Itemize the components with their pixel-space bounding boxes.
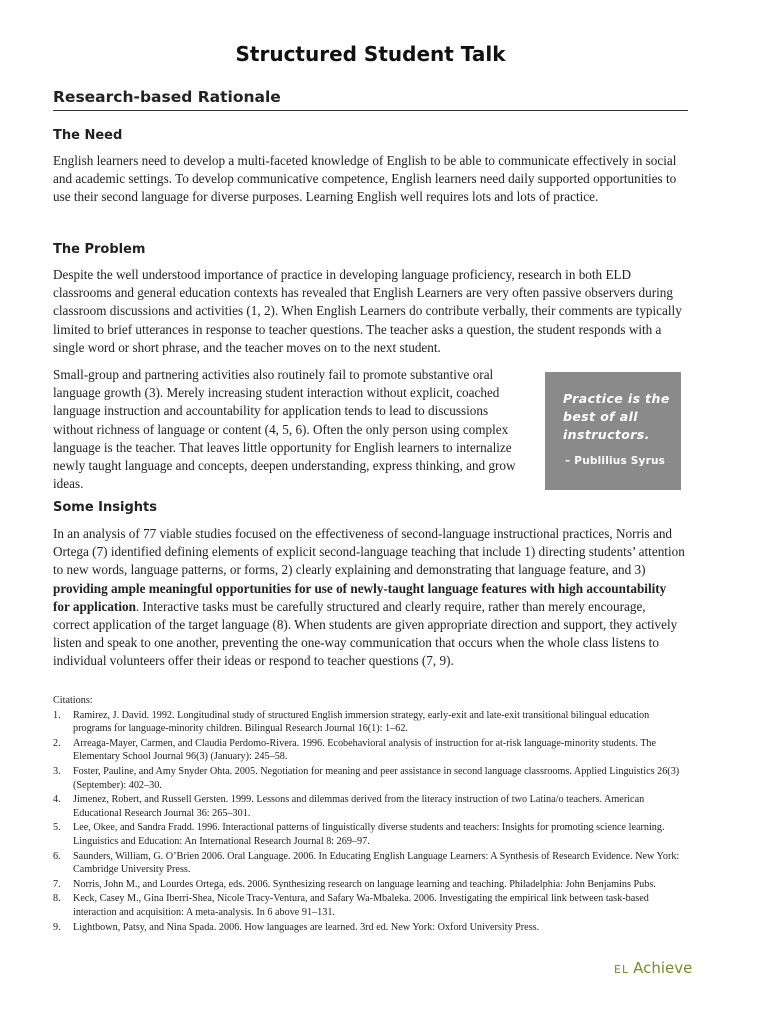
citation-item [53, 921, 688, 935]
insights-text-after: . Interactive tasks must be carefully structured and clearly require, rather than merely encourage, correct application of the target language (8). When students are given appropriate direction and support, they actively listen and speak to one another, preventing the one-way communication that occurs when the whole class listens to individual volunteers offer their ideas or respond to teacher questions (7, 9). [53, 598, 678, 669]
problem-heading: The Problem [53, 242, 146, 257]
citations [53, 694, 688, 935]
citation-number: 5. [53, 822, 61, 834]
quote-text: Practice is the best of all instructors. [563, 391, 670, 442]
quote-author: – Publilius Syrus [565, 455, 666, 467]
page-title: Structured Student Talk [235, 42, 506, 66]
citation-number: 4. [53, 794, 61, 806]
citation-number: 8. [53, 893, 61, 905]
insights-paragraph [53, 525, 685, 671]
problem-paragraph-1: Despite the well understood importance of practice in developing language proficiency, research in both ELD classrooms and general education contexts has revealed that English Learners are very often passive observers during classroom discussions and activities (1, 2). When English Learners do contribute verbally, their comments are typically limited to brief utterances in response to teacher questions. The teacher asks a question, the student responds with a single word or short phrase, and the teacher moves on to the next student. [53, 267, 682, 355]
el-achieve-logo [614, 959, 692, 977]
insights-text-before: In an analysis of 77 viable studies focused on the effectiveness of second-language instructional practices, Norris and Ortega (7) identified defining elements of explicit second-language teaching that include 1) directing students’ attention to new words, language patterns, or forms, 2) clearly explaining and demonstrating that language feature, and 3) [53, 526, 685, 578]
insights-heading: Some Insights [53, 500, 157, 515]
citation-item [53, 878, 688, 892]
citation-item [53, 892, 688, 919]
citations-heading: Citations: [53, 695, 93, 706]
citation-text: Lee, Okee, and Sandra Fradd. 1996. Interactional patterns of linguistically diverse students and teachers: Insights for promoting science learning. Linguistics and Education: An International Research Journal 8: 269–97. [73, 822, 665, 847]
citation-number: 1. [53, 709, 61, 721]
citation-text: Lightbown, Patsy, and Nina Spada. 2006. How languages are learned. 3rd ed. New York: Oxford University Press. [73, 921, 540, 933]
citation-number: 3. [53, 765, 61, 777]
citation-item [53, 850, 688, 877]
logo-prefix: EL [614, 963, 630, 976]
section-subtitle: Research-based Rationale [53, 88, 688, 111]
citations-list [53, 709, 688, 935]
citation-number: 6. [53, 850, 61, 862]
citation-number: 9. [53, 921, 61, 933]
citation-text: Norris, John M., and Lourdes Ortega, eds. 2006. Synthesizing research on language learning and teaching. Philadelphia: John Benjamins Pubs. [73, 878, 656, 890]
problem-paragraph-2: Small-group and partnering activities also routinely fail to promote substantive oral language growth (3). Merely increasing student interaction without explicit, coached language instruction and accountability for application tends to lead to discussions without richness of language or content (4, 5, 6). Often the only person using complex language is the teacher. That leaves little opportunity for English learners to internalize newly taught language and concepts, deepen understanding, express thinking, and grow ideas. [53, 367, 516, 492]
quote-box [545, 372, 681, 490]
citation-item [53, 765, 688, 792]
citation-item [53, 737, 688, 764]
insights-text-bold: providing ample meaningful opportunities for use of newly-taught language features with high accountability for application [53, 580, 667, 614]
citation-item [53, 793, 688, 820]
citation-text: Keck, Casey M., Gina Iberri-Shea, Nicole Tracy-Ventura, and Safary Wa-Mbaleka. 2006. Investigating the empirical link between task-based interaction and acquisition: A meta-analysis. In 6 above 91–131. [73, 893, 649, 918]
citation-number: 2. [53, 737, 61, 749]
citation-text: Jimenez, Robert, and Russell Gersten. 1999. Lessons and dilemmas derived from the literacy instruction of two Latina/o teachers. American Educational Research Journal 36: 265–301. [73, 794, 645, 819]
need-heading: The Need [53, 128, 123, 143]
citation-item [53, 821, 688, 848]
citation-text: Foster, Pauline, and Amy Snyder Ohta. 2005. Negotiation for meaning and peer assistance in second language classrooms. Applied Linguistics 26(3) (September): 402–30. [73, 765, 680, 791]
citation-text: Saunders, William, G. O’Brien 2006. Oral Language. 2006. In Educating English Language Learners: A Synthesis of Research Evidence. New York: Cambridge University Press. [73, 850, 680, 876]
citation-number: 7. [53, 878, 61, 890]
citation-text: Arreaga-Mayer, Carmen, and Claudia Perdomo-Rivera. 1996. Ecobehavioral analysis of instruction for at-risk language-minority students. The Elementary School Journal 96(3) (January): 245–58. [73, 737, 657, 763]
need-paragraph: English learners need to develop a multi-faceted knowledge of English to be able to communicate effectively in social and academic settings. To develop communicative competence, English learners need daily supported opportunities to use their second language for diverse purposes. Learning English well requires lots and lots of practice. [53, 153, 677, 205]
citation-item [53, 709, 688, 736]
citation-text: Ramirez, J. David. 1992. Longitudinal study of structured English immersion strategy, early-exit and late-exit transitional bilingual education programs for language-minority children. Bilingual Research Journal 16(1): 1–62. [73, 709, 650, 735]
logo-name: Achieve [633, 959, 693, 977]
